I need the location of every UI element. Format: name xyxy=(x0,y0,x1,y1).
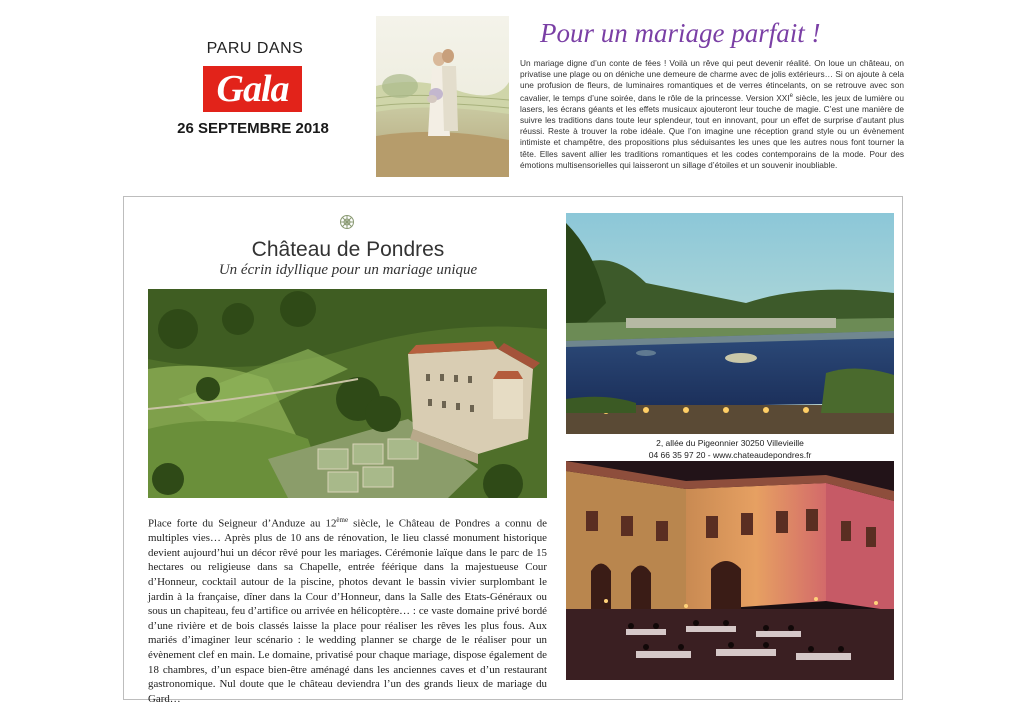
paru-dans-label: PARU DANS xyxy=(206,40,304,57)
aerial-chateau-photo xyxy=(148,289,547,498)
intro-paragraph xyxy=(520,58,904,171)
chateau-subtitle: Un écrin idyllique pour un mariage unique xyxy=(218,262,478,278)
courtyard-night-photo xyxy=(566,461,894,680)
chateau-emblem-icon xyxy=(339,214,355,230)
headline: Pour un mariage parfait ! xyxy=(540,18,821,48)
publication-date: 26 SEPTEMBRE 2018 xyxy=(177,120,329,137)
body-superscript: ème xyxy=(336,516,349,524)
gala-logo xyxy=(203,66,302,112)
intro-text-part1: Un mariage digne d’un conte de fées ! Voilà un rêve qui peut devenir réalité. On loue un château, on privatise une plage ou on déniche une demeure de charme avec de jolis extérieurs… Si on ajoute à cela une profusion de fleurs, de luminaires romantiques et de verres étincelants, on se retrouve avec son cavalier, le temps d’une soirée, dans le rôle de la princesse. Version XXI xyxy=(520,58,904,104)
article-body xyxy=(148,513,547,706)
intro-superscript: e xyxy=(789,93,793,100)
couple-photo xyxy=(376,16,509,177)
chateau-title: Château de Pondres xyxy=(251,238,445,261)
courtyard-photo-illustration xyxy=(566,461,894,680)
aerial-photo-illustration xyxy=(148,289,547,498)
intro-text-part2: siècle, les jeux de lumière ou lasers, les écrans géants et les effets musicaux ajouteront leur touche de magie. C’est une manière de suivre les traditions dans toute leur splendeur, tout en innovant, pour un effet de surprise d’autant plus réussi. Reste à trouver la robe idéale. Que l’on imagine une réception grand style ou un évènement intimiste et champêtre, des propositions plus séduisantes les unes que les autres nous font tourner la tête. Elles savent allier les traditions romantiques et les codes contemporains de la mode. Pour des émotions multisensorielles qui laisseront un sillage d’étoiles et un souvenir inoubliable. xyxy=(520,93,904,170)
gala-logo-text: Gala xyxy=(216,68,289,110)
address-line: 2, allée du Pigeonnier 30250 Villevieille xyxy=(656,438,804,448)
couple-photo-illustration xyxy=(376,16,509,177)
chateau-address xyxy=(566,437,894,461)
contact-line: 04 66 35 97 20 - www.chateaudepondres.fr xyxy=(648,450,812,460)
pool-photo-illustration xyxy=(566,213,894,434)
body-text-part1: Place forte du Seigneur d’Anduze au 12 xyxy=(148,517,337,530)
body-text-part2: siècle, le Château de Pondres a connu de multiples vies… Après plus de 10 ans de rénovation, le lieu classé monument historique devient aujourd’hui un décor rêvé pour les mariages. Cérémonie laïque dans le parc de 15 hectares ou religieuse dans sa Chapelle, entrée féérique dans la majestueuse Cour d’Honneur, cocktail autour de la piscine, photos devant le bassin vivier surplombant le jardin à la française, dîner dans la Cour d’Honneur, dans la Salle des Etats-Généraux ou sous un chapiteau, feu d’artifice ou arrivée en hélicoptère… : ce vaste domaine privé bordé d’une rivière et de bois classés laisse la place pour réaliser les rêves les plus fous. Aux mariés d’imaginer leur scénario : le wedding planner se charge de le réaliser pour un évènement clef en main. Le domaine, privatisé pour chaque mariage, dispose également de 18 chambres, d’un espace bien-être aménagé dans les anciennes caves et d’un restaurant gastronomique. Nul doute que le château deviendra l’un des grands lieux de mariage du Gard… xyxy=(148,517,547,705)
pool-photo xyxy=(566,213,894,434)
